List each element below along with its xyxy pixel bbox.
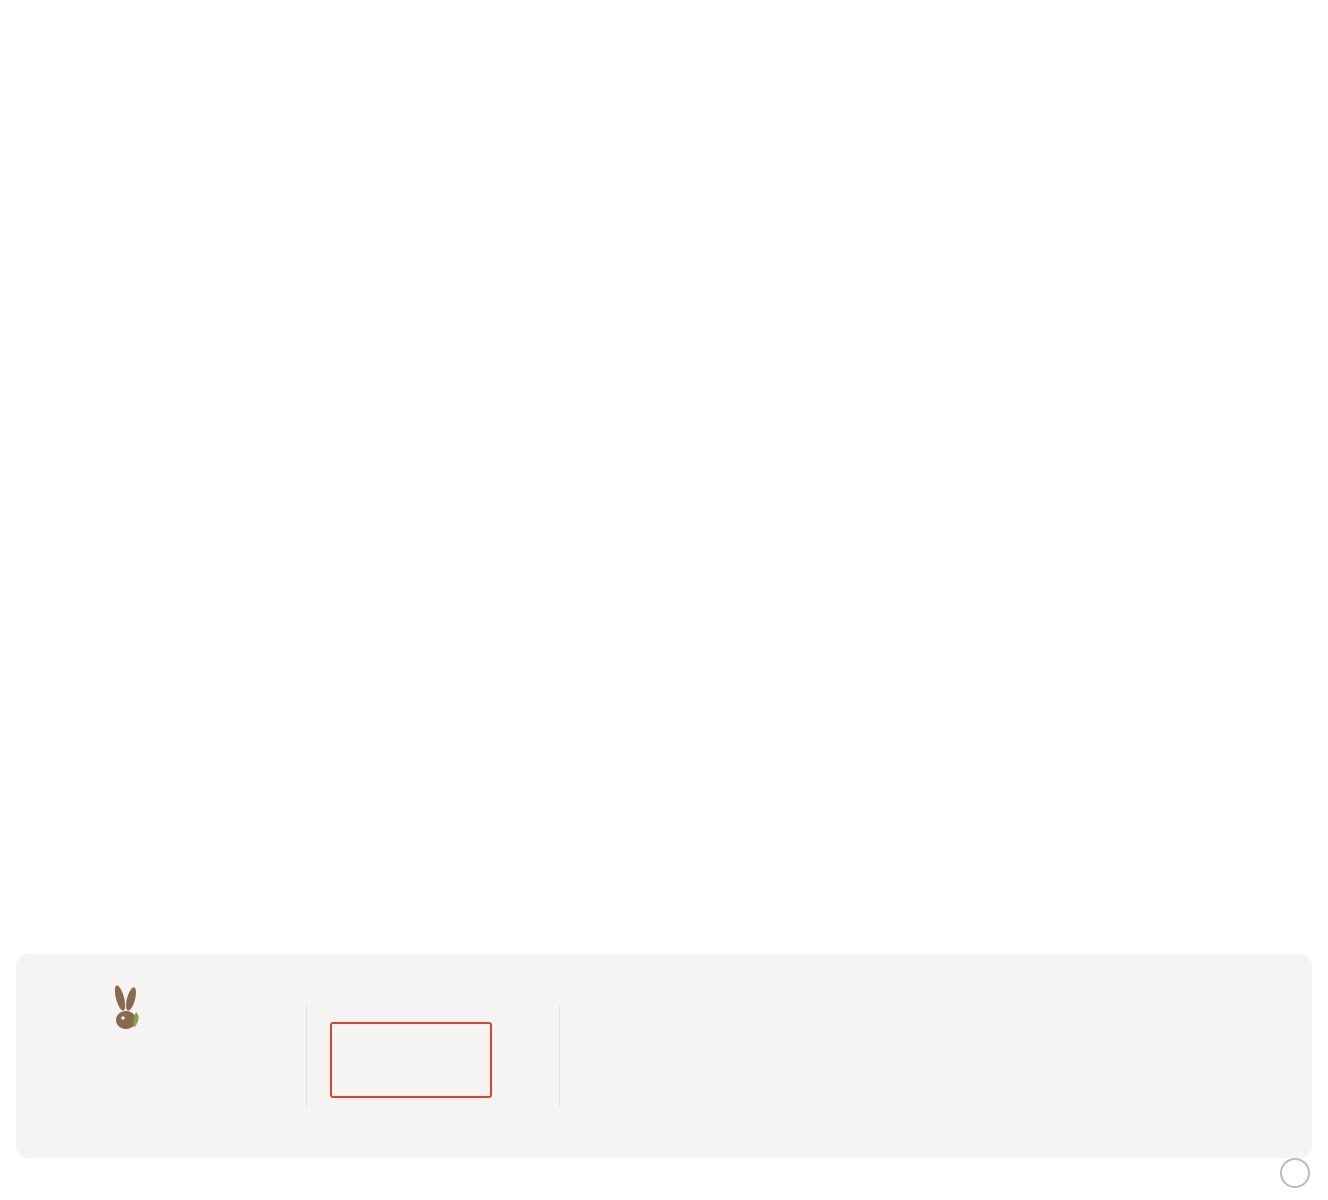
bunny-icon bbox=[106, 984, 146, 1036]
ecogolik-logo[interactable] bbox=[74, 1032, 76, 1034]
irecommend-badge-icon bbox=[1280, 1158, 1310, 1188]
not-approved-stamp bbox=[330, 1022, 492, 1098]
irecommend-watermark bbox=[1280, 1158, 1314, 1188]
divider bbox=[306, 1006, 307, 1106]
divider bbox=[559, 1006, 560, 1106]
summary-panel bbox=[16, 954, 1312, 1158]
